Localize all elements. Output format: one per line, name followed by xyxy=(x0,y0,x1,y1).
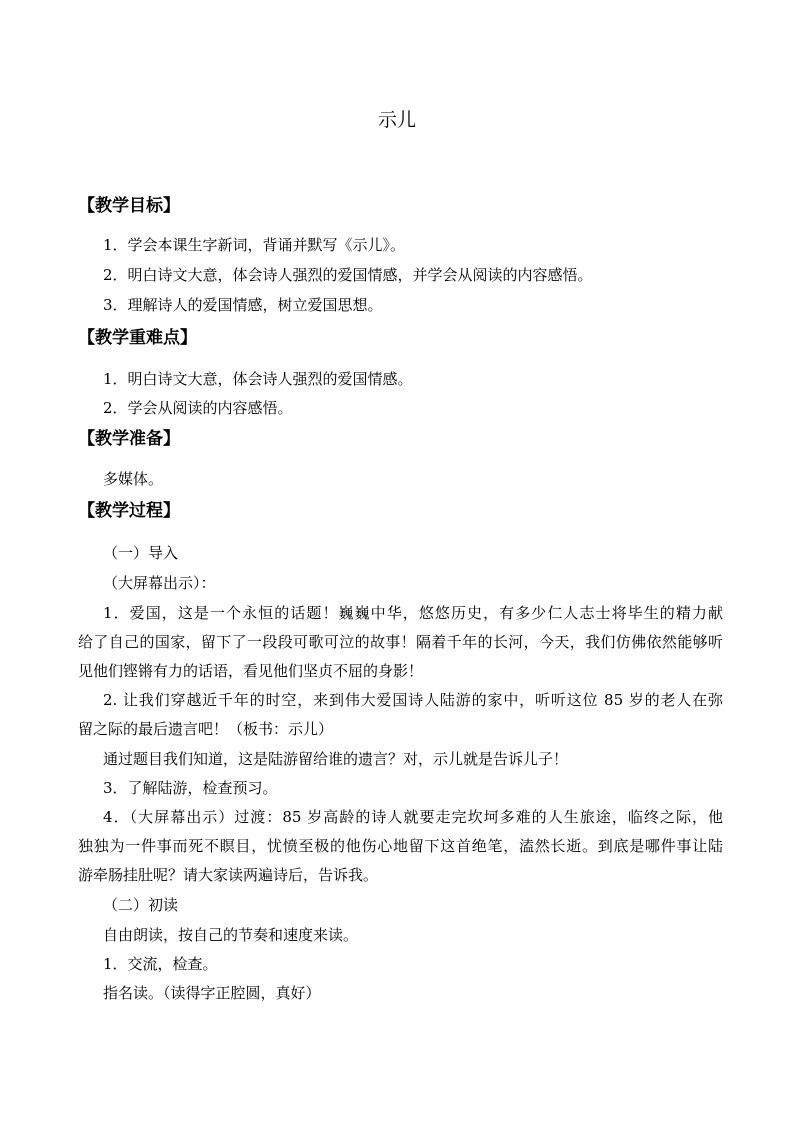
process-heading: 【教学过程】 xyxy=(78,501,180,521)
paragraph-5-line-3: 游牵肠挂肚呢？请大家读两遍诗后，告诉我。 xyxy=(78,866,379,884)
goals-heading: 【教学目标】 xyxy=(78,196,180,216)
paragraph-4: 3．了解陆游，检查预习。 xyxy=(103,779,278,797)
paragraph-6: 自由朗读，按自己的节奏和速度来读。 xyxy=(103,926,359,944)
goals-item-3: 3．理解诗人的爱国情感，树立爱国思想。 xyxy=(103,296,383,314)
paragraph-2-line-2: 留之际的最后遗言吧！（板书：示儿） xyxy=(78,720,334,738)
paragraph-7: 1．交流，检查。 xyxy=(103,955,218,973)
key-points-item-1: 1．明白诗文大意，体会诗人强烈的爱国情感。 xyxy=(103,370,413,388)
key-points-item-2: 2．学会从阅读的内容感悟。 xyxy=(103,399,293,417)
paragraph-8: 指名读。（读得字正腔圆，真好） xyxy=(103,984,321,1002)
screen-note: （大屏幕出示）： xyxy=(103,574,216,592)
paragraph-1-line-1: 1．爱国，这是一个永恒的话题！巍巍中华，悠悠历史，有多少仁人志士将毕生的精力献 xyxy=(103,604,723,622)
paragraph-1-line-2: 给了自己的国家，留下了一段段可歌可泣的故事！隔着千年的长河，今天，我们仿佛依然能够听 xyxy=(78,633,723,651)
part2-title: （二）初读 xyxy=(103,896,179,914)
key-points-heading: 【教学重难点】 xyxy=(78,328,197,348)
preparation-heading: 【教学准备】 xyxy=(78,429,180,449)
paragraph-5-line-2: 独独为一件事而死不瞑目，忧愤至极的他伤心地留下这首绝笔，溘然长逝。到底是哪件事让陆 xyxy=(78,837,723,855)
paragraph-1-line-3: 见他们铿锵有力的话语，看见他们坚贞不屈的身影！ xyxy=(78,662,424,680)
goals-item-2: 2．明白诗文大意，体会诗人强烈的爱国情感，并学会从阅读的内容感悟。 xyxy=(103,266,593,284)
paragraph-3: 通过题目我们知道，这是陆游留给谁的遗言？对，示儿就是告诉儿子！ xyxy=(103,750,569,768)
paragraph-5-line-1: 4．（大屏幕出示）过渡：85 岁高龄的诗人就要走完坎坷多难的人生旅途，临终之际，他 xyxy=(103,808,723,826)
document-title: 示儿 xyxy=(377,109,416,131)
paragraph-2-line-1: 2. 让我们穿越近千年的时空，来到伟大爱国诗人陆游的家中，听听这位 85 岁的老人在弥 xyxy=(103,691,723,709)
part1-title: （一）导入 xyxy=(103,544,179,562)
preparation-text: 多媒体。 xyxy=(103,470,164,488)
goals-item-1: 1．学会本课生字新词，背诵并默写《示儿》。 xyxy=(103,236,406,254)
